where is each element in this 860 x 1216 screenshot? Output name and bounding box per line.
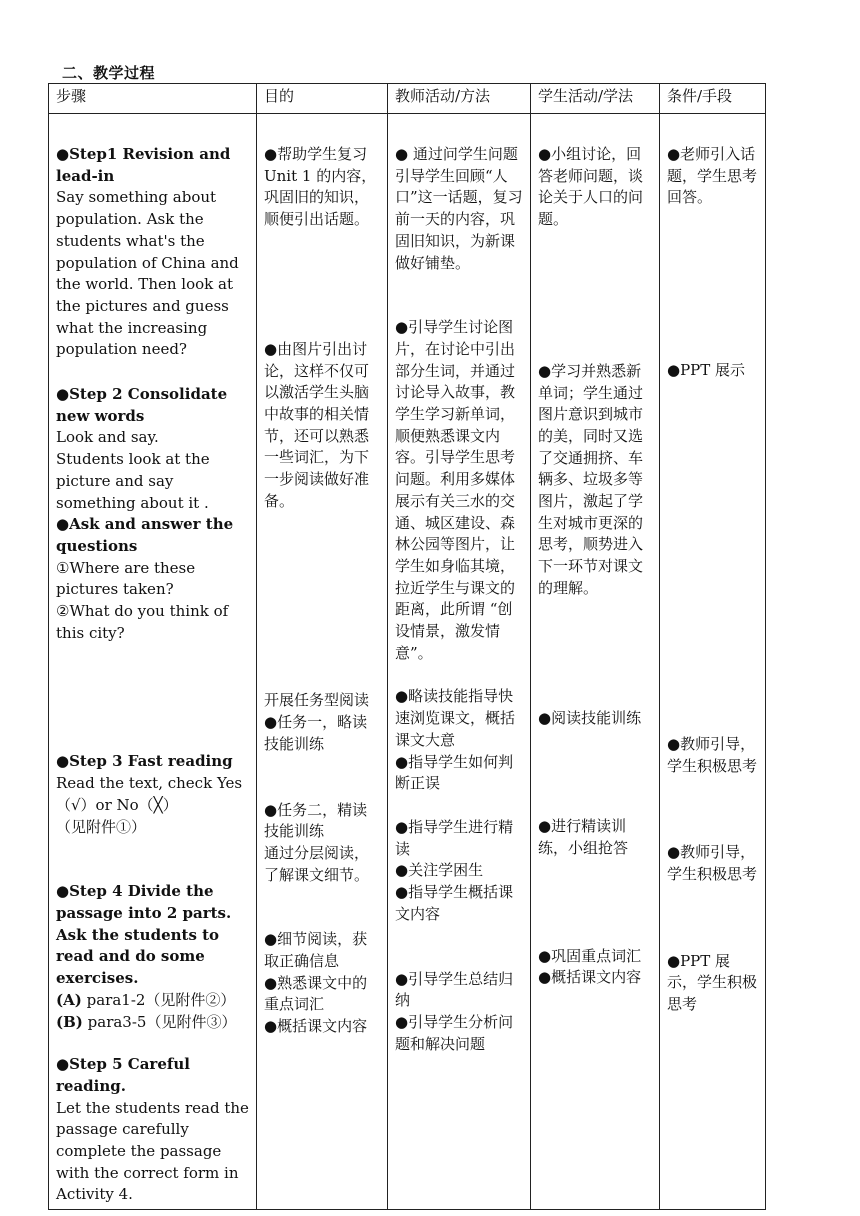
step3-purpose-1: 开展任务型阅读 [264,691,370,710]
step5-student-1: ●巩固重点词汇 [538,946,642,965]
step4-part-b [56,1012,249,1034]
step3-purpose-2: ●任务一，略读技能训练 [264,713,368,753]
step4-part-b-text: para3-5（见附件③） [82,1012,237,1031]
step4-teacher-2: ●关注学困生 [395,861,484,880]
step5-purpose-1: ●细节阅读，获取正确信息 [264,930,368,971]
step4-title: ●Step 4 Divide the passage into 2 parts. Ask the students to read and do some exercises. [56,882,232,988]
step5-teacher-1: ●引导学生总结归纳 [395,969,514,1010]
step2-question-1: ①Where are these pictures taken? [56,558,196,599]
step4-part-a [56,990,249,1012]
step1-text: Say something about population. Ask the students what's the population of China and the world. Then look at the pictures and guess what the increasing population need? [56,188,239,359]
teacher-activity-cell [388,114,531,1210]
header-student-activity: 学生活动/学法 [531,84,660,114]
step4-part-a-label: (A) [56,990,82,1009]
step2-purpose: ●由图片引出讨论，这样不仅可以激活学生头脑中故事的相关情节，还可以熟悉一些词汇，为下一步阅读做好准备。 [264,339,370,510]
step3-student: ●阅读技能训练 [538,708,642,727]
header-purpose: 目的 [257,84,388,114]
step2-line1: Look and say. [56,428,159,447]
step4-purpose-2: 通过分层阅读，了解课文细节。 [264,843,370,884]
purpose-cell [257,114,388,1210]
step5-teacher-2: ●引导学生分析问题和解决问题 [395,1012,514,1053]
step3-title: ●Step 3 Fast reading [56,752,233,771]
step3-teacher-2: ●指导学生如何判断正误 [395,752,514,793]
step1-purpose: ●帮助学生复习 Unit 1 的内容，巩固旧的知识，顺便引出话题。 [264,145,377,229]
header-row [49,84,766,114]
section-title: 二、教学过程 [62,64,156,82]
step5-text: Let the students read the passage carefully complete the passage with the correct form in Activity 4. [56,1098,249,1204]
step2-teacher: ●引导学生讨论图片，在讨论中引出部分生词，并通过讨论导入故事，教学生学习新单词，顺便熟悉课文内容。引导学生思考问题。利用多媒体展示有关三水的交通、城区建设、森林公园等图片，让学生如身临其境，拉近学生与课文的距离，此所谓 “创设情景，激发情意”。 [395,318,516,662]
step3-teacher-1: ●略读技能指导快速浏览课文，概括课文大意 [395,687,516,749]
step5-student-2: ●概括课文内容 [538,968,642,987]
step4-part-b-label: (B) [56,1012,83,1031]
step1-student: ●小组讨论，回答老师问题，谈论关于人口的问题。 [538,145,644,229]
step3-text: Read the text, check Yes（√）or No（╳） [56,774,243,814]
step5-title: ●Step 5 Careful reading. [56,1055,190,1095]
header-steps: 步骤 [49,84,257,114]
step2-student: ●学习并熟悉新单词；学生通过图片意识到城市的美，同时又选了交通拥挤、车辆多、垃圾多等图片，激起了学生对城市更深的思考，顺势进入下一环节对课文的理解。 [538,361,644,597]
step2-title: ●Step 2 Consolidate new words [56,385,228,425]
steps-cell [49,114,257,1210]
step3-attachment: （见附件①） [56,817,147,836]
student-activity-cell [531,114,660,1210]
step4-teacher-3: ●指导学生概括课文内容 [395,883,514,923]
header-teacher-activity: 教师活动/方法 [388,84,531,114]
teaching-process-table [48,83,766,1210]
step3-means: ●教师引导，学生积极思考 [667,734,758,775]
step2-subtitle: ●Ask and answer the questions [56,515,234,555]
conditions-cell [660,114,766,1210]
step5-means: ●PPT 展示，学生积极思考 [667,951,758,1014]
step2-line2: Students look at the picture and say something about it . [56,450,210,512]
step4-part-a-text: para1-2（见附件②） [81,990,236,1009]
step4-student: ●进行精读训练，小组抢答 [538,817,629,857]
step2-means: ●PPT 展示 [667,361,746,380]
step1-title: ●Step1 Revision and lead-in [56,145,231,185]
step1-teacher: ● 通过问学生问题引导学生回顾“人口”这一话题，复习前一天的内容，巩固旧知识，为新课做好铺垫。 [395,145,523,272]
step4-purpose-1: ●任务二，精读技能训练 [264,800,368,841]
step5-purpose-3: ●概括课文内容 [264,1017,368,1036]
step2-question-2: ②What do you think of this city? [56,602,229,642]
step5-purpose-2: ●熟悉课文中的重点词汇 [264,973,368,1014]
content-row [49,114,766,1210]
step1-means: ●老师引入话题，学生思考回答。 [667,145,758,207]
step4-teacher-1: ●指导学生进行精读 [395,817,514,858]
header-conditions: 条件/手段 [660,84,766,114]
step4-means: ●教师引导，学生积极思考 [667,843,758,883]
